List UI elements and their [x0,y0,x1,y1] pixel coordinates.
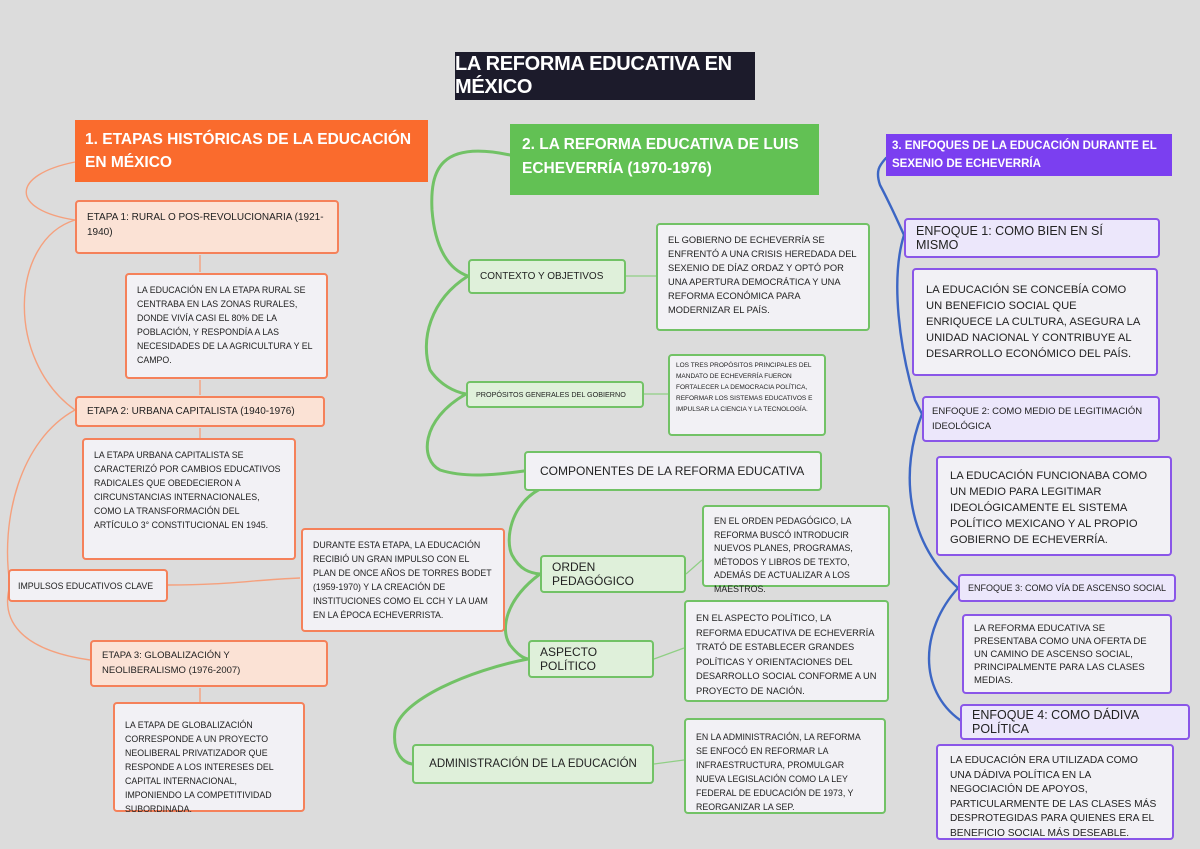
focus3-text: LA REFORMA EDUCATIVA SE PRESENTABA COMO UNA OFERTA DE UN CAMINO DE ASCENSO SOCIAL, PRINCIPALMENTE PARA LAS CLASES MEDIAS. [962,614,1172,694]
purposes-text: LOS TRES PROPÓSITOS PRINCIPALES DEL MANDATO DE ECHEVERRÍA FUERON FORTALECER LA DEMOCRACIA POLÍTICA, REFORMAR LOS SISTEMAS EDUCATIVOS E IMPULSAR LA CIENCIA Y LA TECNOLOGÍA. [668,354,826,436]
pedagogic-label: ORDEN PEDAGÓGICO [540,555,686,593]
political-text: EN EL ASPECTO POLÍTICO, LA REFORMA EDUCATIVA DE ECHEVERRÍA TRATÓ DE ESTABLECER GRANDES POLÍTICAS Y ORIENTACIONES DEL DESARROLLO SOCIAL CONFORME A UN PROYECTO DE NACIÓN. [684,600,889,702]
focus2-text: LA EDUCACIÓN FUNCIONABA COMO UN MEDIO PARA LEGITIMAR IDEOLÓGICAMENTE EL SISTEMA POLÍTICO MEXICANO Y AL PROPIO GOBIERNO DE ECHEVERRÍA. [936,456,1172,556]
focus3-label: ENFOQUE 3: COMO VÍA DE ASCENSO SOCIAL [958,574,1176,602]
focus4-label: ENFOQUE 4: COMO DÁDIVA POLÍTICA [960,704,1190,740]
stage2-text: LA ETAPA URBANA CAPITALISTA SE CARACTERIZÓ POR CAMBIOS EDUCATIVOS RADICALES QUE OBEDECIERON A CIRCUNSTANCIAS INTERNACIONALES, COMO LA TRANSFORMACIÓN DEL ARTÍCULO 3° CONSTITUCIONAL EN 1945. [82,438,296,560]
pedagogic-text: EN EL ORDEN PEDAGÓGICO, LA REFORMA BUSCÓ INTRODUCIR NUEVOS PLANES, PROGRAMAS, MÉTODOS Y LIBROS DE TEXTO, ADEMÁS DE ACTUALIZAR A LOS MAESTROS. [702,505,890,587]
admin-text: EN LA ADMINISTRACIÓN, LA REFORMA SE ENFOCÓ EN REFORMAR LA INFRAESTRUCTURA, PROMULGAR NUEVA LEGISLACIÓN COMO LA LEY FEDERAL DE EDUCACIÓN DE 1973, Y REORGANIZAR LA SEP. [684,718,886,814]
focus2-label: ENFOQUE 2: COMO MEDIO DE LEGITIMACIÓN IDEOLÓGICA [922,396,1160,442]
connector-left-stage1 [26,162,75,220]
impulses-label: IMPULSOS EDUCATIVOS CLAVE [8,569,168,602]
stage3-label: ETAPA 3: GLOBALIZACIÓN Y NEOLIBERALISMO (1976-2007) [90,640,328,687]
connector-green-pedagogic [509,489,540,574]
left-heading: 1. ETAPAS HISTÓRICAS DE LA EDUCACIÓN EN MÉXICO [75,120,428,182]
focus1-label: ENFOQUE 1: COMO BIEN EN SÍ MISMO [904,218,1160,258]
stage2-label: ETAPA 2: URBANA CAPITALISTA (1940-1976) [75,396,325,427]
page-title: LA REFORMA EDUCATIVA EN MÉXICO [455,52,755,100]
right-heading: 3. ENFOQUES DE LA EDUCACIÓN DURANTE EL SEXENIO DE ECHEVERRÍA [886,134,1172,176]
stage1-label: ETAPA 1: RURAL O POS-REVOLUCIONARIA (1921-1940) [75,200,339,254]
focus4-text: LA EDUCACIÓN ERA UTILIZADA COMO UNA DÁDIVA POLÍTICA EN LA NEGOCIACIÓN DE APOYOS, PARTICULARMENTE DE LAS CLASES MÁS DESPROTEGIDAS PARA QUIENES ERA EL BENEFICIO SOCIAL MÁS DESEABLE. [936,744,1174,840]
connector-left-impulses [8,410,75,585]
stage3-text: LA ETAPA DE GLOBALIZACIÓN CORRESPONDE A UN PROYECTO NEOLIBERAL PRIVATIZADOR QUE RESPONDE A LOS INTERESES DEL CAPITAL INTERNACIONAL, IMPONIENDO LA COMPETITIVIDAD SUBORDINADA. [113,702,305,812]
context-label: CONTEXTO Y OBJETIVOS [468,259,626,294]
admin-label: ADMINISTRACIÓN DE LA EDUCACIÓN [412,744,654,784]
connector-blue-focus4 [929,588,960,720]
context-text: EL GOBIERNO DE ECHEVERRÍA SE ENFRENTÓ A UNA CRISIS HEREDADA DEL SEXENIO DE DÍAZ ORDAZ Y OPTÓ POR UNA APERTURA DEMOCRÁTICA Y UNA REFORMA ECONÓMICA PARA MODERNIZAR EL PAÍS. [656,223,870,331]
stage1-text: LA EDUCACIÓN EN LA ETAPA RURAL SE CENTRABA EN LAS ZONAS RURALES, DONDE VIVÍA CASI EL 80% DE LA POBLACIÓN, Y RESPONDÍA A LAS NECESIDADES DE LA AGRICULTURA Y EL CAMPO. [125,273,328,379]
purposes-label: PROPÓSITOS GENERALES DEL GOBIERNO [466,381,644,408]
political-label: ASPECTO POLÍTICO [528,640,654,678]
connector-left-stage2 [24,220,75,410]
components-label: COMPONENTES DE LA REFORMA EDUCATIVA [524,451,822,491]
focus1-text: LA EDUCACIÓN SE CONCEBÍA COMO UN BENEFICIO SOCIAL QUE ENRIQUECE LA CULTURA, ASEGURA LA UNIDAD NACIONAL Y CONTRIBUYE AL DESARROLLO ECONÓMICO DEL PAÍS. [912,268,1158,376]
impulses-text: DURANTE ESTA ETAPA, LA EDUCACIÓN RECIBIÓ UN GRAN IMPULSO CON EL PLAN DE ONCE AÑOS DE TORRES BODET (1959-1970) Y LA CREACIÓN DE INSTITUCIONES COMO EL CCH Y LA UAM EN LA ÉPOCA ECHEVERRISTA. [301,528,505,632]
middle-heading: 2. LA REFORMA EDUCATIVA DE LUIS ECHEVERRÍA (1970-1976) [510,124,819,195]
connector-impulses-text [168,578,300,585]
connector-green-purposes [426,276,468,394]
connector-green-context [432,151,510,276]
